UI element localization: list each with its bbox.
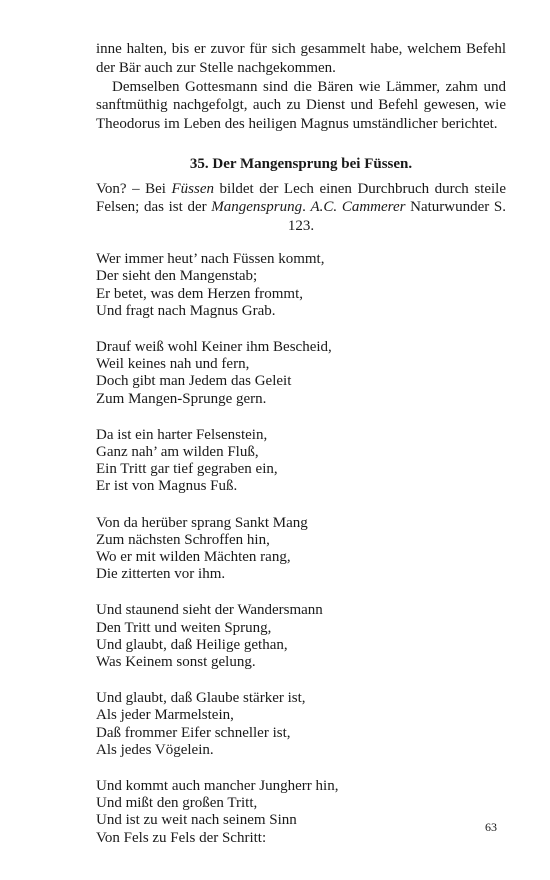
- poem-line: Ein Tritt gar tief gegraben ein,: [96, 461, 278, 478]
- poem-line: Als jedes Vögelein.: [96, 741, 214, 758]
- poem-line: Weil keines nah und fern,: [96, 356, 250, 373]
- poem-line: Der sieht den Mangenstab;: [96, 268, 258, 285]
- page-body: [96, 40, 506, 866]
- poem-line: Und staunend sieht der Wandersmann: [96, 602, 323, 619]
- poem-line: Da ist ein harter Felsenstein,: [96, 426, 268, 443]
- poem-line: Zum nächsten Schroffen hin,: [96, 531, 270, 548]
- poem-line: Drauf weiß wohl Keiner ihm Bescheid,: [96, 339, 332, 356]
- poem-line: Wo er mit wilden Mächten rang,: [96, 549, 291, 566]
- stanza-3: [96, 427, 506, 496]
- section-heading: 35. Der Mangensprung bei Füssen.: [189, 155, 413, 172]
- poem-line: Und kommt auch mancher Jungherr hin,: [96, 778, 339, 795]
- poem-line: Und fragt nach Magnus Grab.: [96, 302, 276, 319]
- section-intro: [96, 180, 506, 235]
- poem-line: Die zitterten vor ihm.: [96, 566, 226, 583]
- intro-emphasis-2: Mangensprung: [211, 199, 303, 216]
- poem-line: Zum Mangen-Sprunge gern.: [96, 390, 267, 407]
- poem-line: Ganz nah’ am wilden Fluß,: [96, 444, 259, 461]
- page-number: 63: [485, 820, 497, 834]
- intro-text-1: Von? – Bei: [96, 180, 172, 197]
- intro-text-3: .: [302, 199, 311, 216]
- intro-emphasis-3: A.C. Cammerer: [310, 199, 406, 216]
- poem-line: Wer immer heut’ nach Füssen kommt,: [96, 251, 325, 268]
- poem-line: Er ist von Magnus Fuß.: [96, 478, 238, 495]
- poem-line: Und mißt den großen Tritt,: [96, 795, 258, 812]
- poem-line: Als jeder Marmelstein,: [96, 707, 234, 724]
- poem-line: Und ist zu weit nach seinem Sinn: [96, 812, 297, 829]
- stanza-7: [96, 778, 506, 847]
- stanza-2: [96, 339, 506, 408]
- poem-line: Er betet, was dem Herzen frommt,: [96, 285, 304, 302]
- intro-text-4: Naturwunder S. 123.: [287, 199, 506, 234]
- intro-text-2: bildet der Lech einen Durchbruch durch steile Felsen; das ist der: [96, 180, 506, 216]
- stanza-1: [96, 251, 506, 320]
- stanza-4: [96, 515, 506, 584]
- poem-line: Doch gibt man Jedem das Geleit: [96, 373, 292, 390]
- poem-line: Und glaubt, daß Heilige gethan,: [96, 636, 288, 653]
- paragraph-1: inne halten, bis er zuvor für sich gesammelt habe, welchem Befehl der Bär auch zur Stelle nachgekommen.: [96, 41, 506, 76]
- poem-line: Was Keinem sonst gelung.: [96, 654, 256, 671]
- poem-line: Von Fels zu Fels der Schritt:: [96, 829, 267, 846]
- poem-line: Und glaubt, daß Glaube stärker ist,: [96, 690, 306, 707]
- poem: [96, 251, 506, 847]
- stanza-5: [96, 602, 506, 671]
- intro-emphasis-1: Füssen: [171, 180, 214, 197]
- poem-line: Den Tritt und weiten Sprung,: [96, 619, 272, 636]
- poem-line: Von da herüber sprang Sankt Mang: [96, 514, 308, 531]
- stanza-6: [96, 690, 506, 759]
- paragraph-2: Demselben Gottesmann sind die Bären wie Lämmer, zahm und sanftmüthig nachgefolgt, auch zu Dienst und Befehl gewesen, wie Theodorus im Leben des heiligen Magnus umständlicher berichtet.: [96, 78, 506, 133]
- poem-line: Daß frommer Eifer schneller ist,: [96, 724, 291, 741]
